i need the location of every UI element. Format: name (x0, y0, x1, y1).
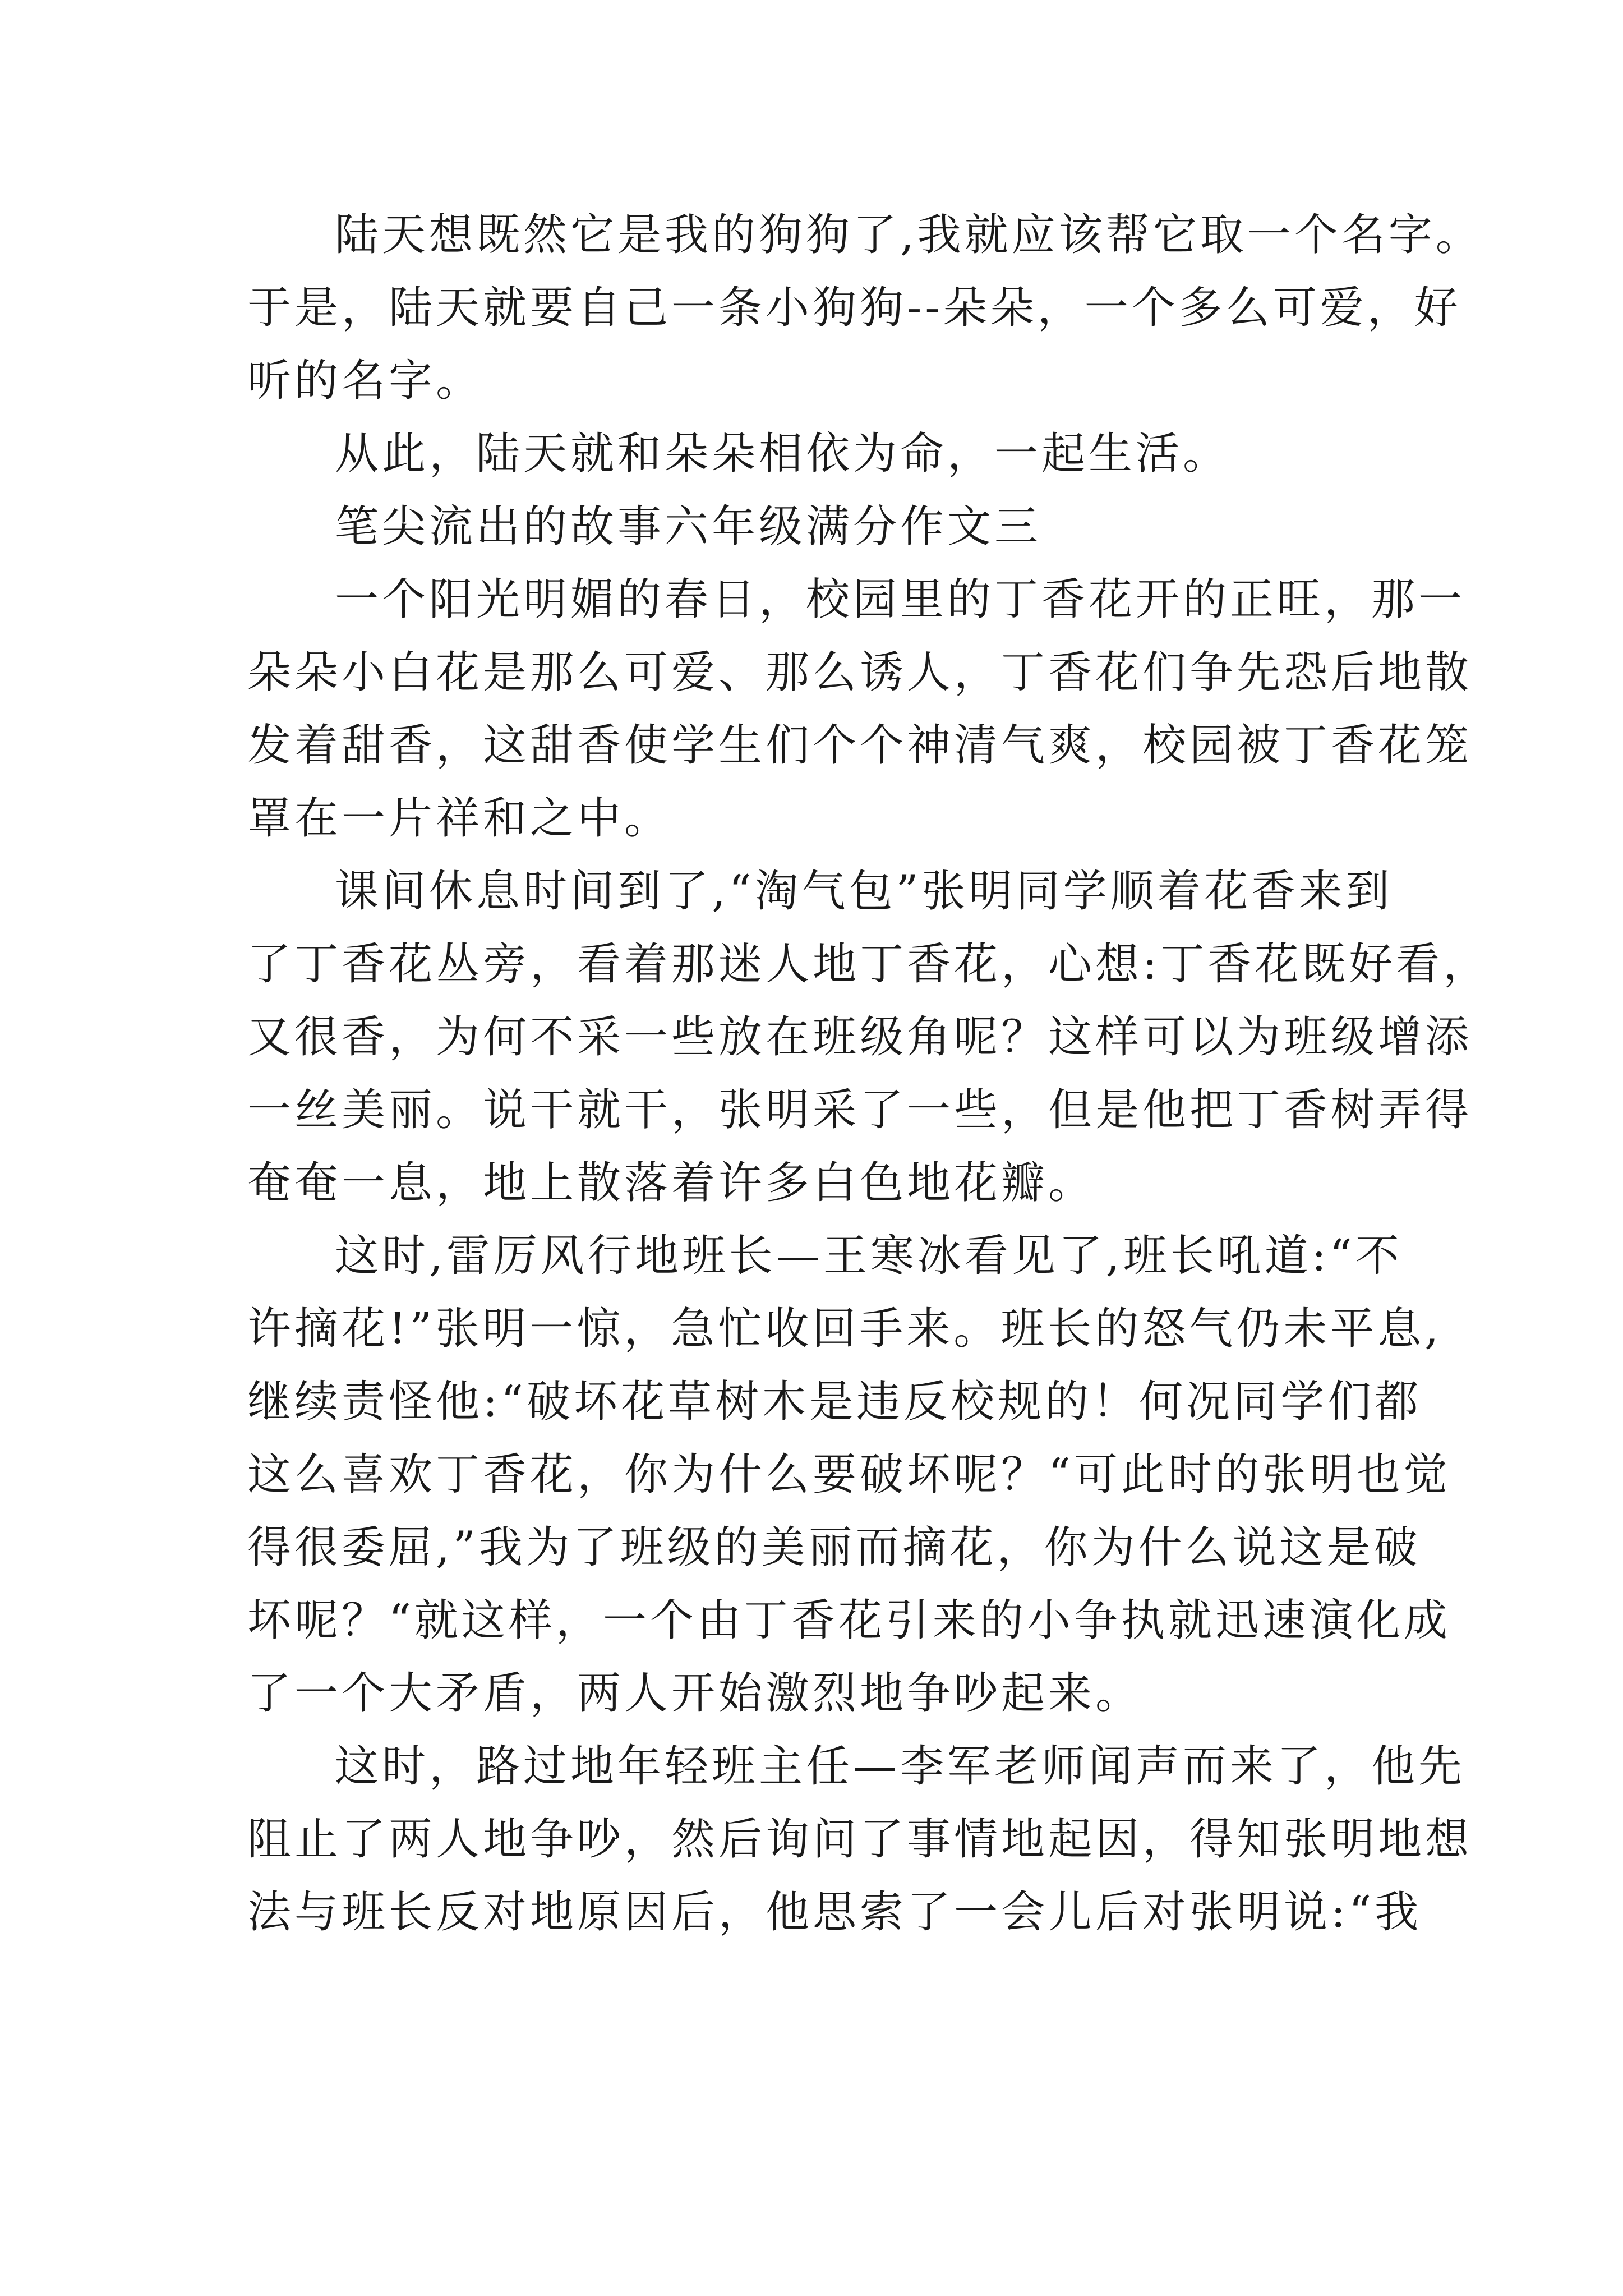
text-line: 了一个大矛盾，两人开始激烈地争吵起来。 (247, 1668, 1143, 1719)
text-line: 这时，路过地年轻班主任—李军老师闻声而来了，他先 (335, 1741, 1466, 1792)
paragraph (247, 855, 1491, 1220)
text-line: 朵朵小白花是那么可爱、那么诱人，丁香花们争先恐后地散 (247, 647, 1473, 698)
text-line: 罩在一片祥和之中。 (247, 793, 672, 844)
text-line: 继续责怪他:“破坏花草树木是违反校规的！何况同学们都 (247, 1377, 1422, 1427)
paragraph (247, 199, 1483, 417)
text-line: 陆天想既然它是我的狗狗了,我就应该帮它取一个名字。 (335, 210, 1483, 260)
text-line: 发着甜香，这甜香使学生们个个神清气爽，校园被丁香花笼 (247, 720, 1473, 771)
paragraph (247, 563, 1473, 855)
text-line: 许摘花!”张明一惊，急忙收回手来。班长的怒气仍未平息, (247, 1304, 1442, 1354)
body-text (247, 199, 1491, 1949)
text-line: 课间休息时间到了,“淘气包”张明同学顺着花香来到 (335, 866, 1393, 917)
text-line: 阻止了两人地争吵，然后询问了事情地起因，得知张明地想 (247, 1814, 1473, 1865)
text-line: 奄奄一息，地上散落着许多白色地花瓣。 (247, 1158, 1096, 1208)
text-line: 一丝美丽。说干就干，张明采了一些，但是他把丁香树弄得 (247, 1085, 1473, 1135)
paragraph (247, 417, 1391, 490)
text-line: 又很香，为何不采一些放在班级角呢？这样可以为班级增添 (247, 1012, 1473, 1062)
text-line: 于是，陆天就要自己一条小狗狗--朵朵，一个多么可爱，好 (247, 283, 1461, 333)
text-line: 这么喜欢丁香花，你为什么要破坏呢？“可此时的张明也觉 (247, 1450, 1451, 1500)
text-line: 笔尖流出的故事六年级满分作文三 (335, 501, 1042, 552)
text-line: 得很委屈,”我为了班级的美丽而摘花，你为什么说这是破 (247, 1522, 1421, 1573)
text-line: 从此，陆天就和朵朵相依为命，一起生活。 (335, 429, 1230, 479)
paragraph (247, 1730, 1473, 1949)
text-line: 听的名字。 (247, 356, 483, 406)
text-line: 法与班长反对地原因后，他思索了一会儿后对张明说:“我 (247, 1887, 1422, 1938)
text-line: 一个阳光明媚的春日，校园里的丁香花开的正旺，那一 (335, 574, 1466, 625)
text-line: 这时,雷厉风行地班长—王寒冰看见了,班长吼道:“不 (335, 1231, 1403, 1281)
paragraph (247, 1220, 1451, 1730)
section-heading (247, 490, 1391, 563)
text-line: 了丁香花丛旁，看着那迷人地丁香花，心想:丁香花既好看， (247, 939, 1491, 990)
text-line: 坏呢？“就这样，一个由丁香花引来的小争执就迅速演化成 (247, 1595, 1451, 1646)
